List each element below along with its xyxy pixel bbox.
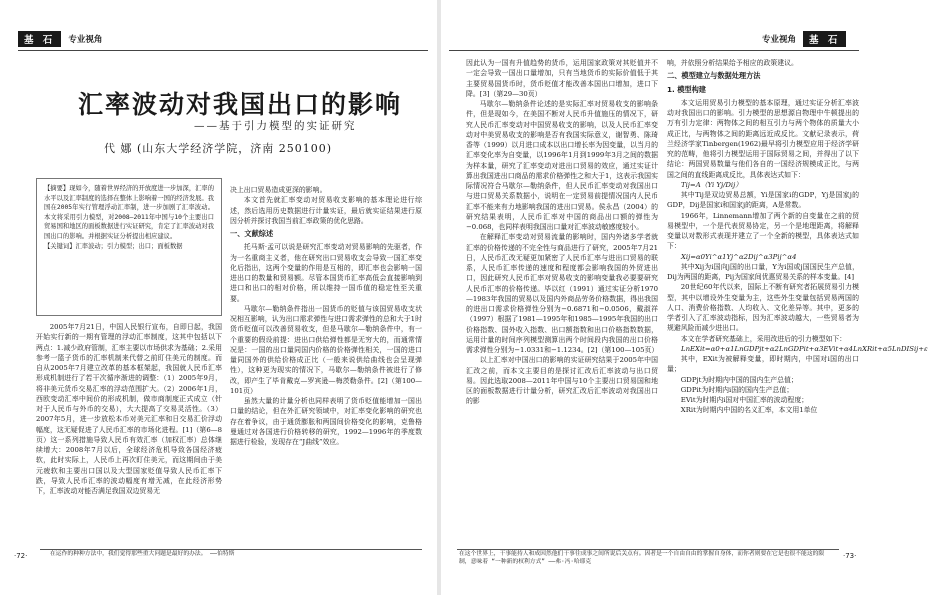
left-page [0,0,439,595]
paragraph: 本文首先就汇率变动对贸易收支影响的基本理论进行综述，然后选用历史数据进行计量实证，最后就实证结果进行原因分析并探讨我国当前汇率政策的优化思路。 [230,196,422,225]
right-running-header [755,31,846,47]
body-column-2 [230,185,422,545]
section-heading: 一、文献综述 [230,229,274,238]
body-column-3 [466,58,658,542]
paragraph: 其中Tij是双边贸易总额，Yi是国家i的GDP，Yj是国家j的GDP，Dij是国家i和国家j的距离，A是常数。 [667,191,859,210]
paragraph: XRit为时期内中国的名义汇率，本文用1单位 [680,406,818,415]
paragraph: 响，并依照分析结果给予相应的政策建议。 [667,59,798,67]
section-label: 专业视角 [68,35,103,45]
header-rule [18,50,428,51]
formula: Xij=α0Yi^α1Yj^α2Dij^α3Pij^α4 [681,252,797,261]
paragraph: 马歇尔—勒纳条件指出一国货币的贬值与该国贸易收支状况相互影响，认为出口需求弹性与进口需求弹性的总和大于1时货币贬值可以改善贸易收支，但是马歇尔—勒纳条件中，有一个重要的假设前提：进出口供给弹性都是无穷大的，而通常情况是：一国的出口量同国内价格的价格弹性相关，一国的进口量同国外的供给价格成正比（一般来说供给曲线也会呈现弹性），这种更为现实的情况下，马歇尔—勒纳条件被进行了修改，即产生了毕肯戴克—罗宾逊—梅茨勒条件。[2]（第100—101页） [230,304,422,395]
left-running-header [18,31,109,47]
paragraph: 以上汇率对中国出口的影响的实证研究结果于2005年中国汇改之前，而本文主要目的是探讨汇改后汇率波动与出口贸易。因此选取2008—2011年中国与10个主要出口贸易国和地区的面板数据进行计量分析，研究汇改后汇率波动对我国出口的影 [466,356,658,406]
section-badge: 基 石 [803,31,846,47]
page-number: ·73· [843,552,857,560]
abstract-box [36,178,222,316]
body-column-1 [36,322,222,544]
subsection-heading: 1. 模型构建 [667,84,706,94]
header-rule [449,50,859,51]
paragraph: 本文在学者研究基础上，采用改进后的引力模型如下： [680,334,847,343]
body-column-4 [667,58,928,542]
paragraph: 其中Xij为i国向j国的出口量，Y为i国或j国国民生产总值，Dij为两国的距离，Pij为国家间优惠贸易关系的样本变量。[4] [667,262,859,281]
footer-quote: 在这个世界上，干事能持人和成因然他们干事往成事之间所说后关点有。因者是一个自由自由的掌握自身体，而你者则要在它是也很不能这的限制，意味着 “一种新的权利方式” ——弗·冯·哈耶克 [459,551,825,565]
paragraph: EVit为时期内i国对中国汇率的波动程度； [680,396,809,404]
article-subtitle: ——基于引力模型的实证研究 [194,120,357,132]
paragraph: 马歇尔—勒纳条件论述的是实际汇率对贸易收支的影响条件，但是现如今，在美国不断对人民币升值施压的情况下，研究人民币汇率变动对中国贸易收支的影响，以及人民币汇率变动对中美贸易收支的影响是否有我国实际意义，谢智勇、陈琦香等（1999）以月进口成本以出口增长率为因变量，以当月的汇率变化率为自变量，以1996年1月到1999年3月之间的数据为样本量，研究了汇率变动对进出口贸易的效应，通过实证计算出我国进出口商品的需求价格弹性之和大于1，这表示我国实际情况符合马歇尔—勒纳条件，但人民币汇率变动对我国出口与进口贸易关系数据小，说明在一定贸易前提情况国内人民币汇率不能来有力地影响我国的进出口贸易。侯永昌（2004）的研究结果表明，人民币汇率对中国的商品出口额的弹性为−0.068，也同样表明我国出口量对汇率波动敏感度较小。 [466,100,658,231]
formula: LnEXit=α0+α1LnGDPjt+α2LnGDPit+α3EVit+α4LnXRit+α5LnDISij+ε [681,344,928,353]
section-label: 专业视角 [762,35,797,45]
paragraph: 20世纪60年代以来，国际上不断有研究者拓展贸易引力模型，其中以增设外生变量为主，这些外生变量包括贸易两国的人口、消费价格指数、人均收入、文化差异等。其中，更多的学者引入了汇率波动指标，因为汇率波动越大，一些贸易者为规避风险而减少进出口。 [667,283,859,333]
paragraph: 2005年7月21日，中国人民银行宣布，自即日起，我国开始实行新的一期有管理的浮动汇率制度，这其中包括以下两点：1.减少政府管制，汇率主要以市场供求为基础；2.采用参考一篮子货币的汇率机制来代替之前盯住美元的制度。而自从2005年7月建立改革的基本框架起，我国就人民币汇率形成机制进行了若干次循序渐进的调整：（1）2005年9月，将非美元货币交易汇率的浮动范围扩大。（2）2006年1月，西欧变动汇率中间价的形成机制，做市商制度正式成立（针对于人民币与外币的交易），大大提高了交易灵活性。（3）2007年5月，进一步放松本币对美元汇率和日交易汇价浮动幅度，这无疑促进了人民币汇率的市场化进程。[1]（第6—8页）这一系列措施导致人民币有效汇率（加权汇率）总体继续增大：2008年7月以后，全球经济危机导致各国经济疲软，此时实际上，人民币上再次盯住美元，而这期间由于美元疲软和主要出口国以及大型国家贬值导致人民币汇率下跌，导致人民币汇率的波动幅度有增无减，在此经济形势下，汇率波动对能否满足我国双边贸易无 [36,323,222,495]
paragraph: 在解释汇率变动对贸易流量的影响时，国内外诸多学者就汇率的价格传递的不完全性与商品进行了研究，2005年7月21日，人民币汇改无疑更加紧密了人民币汇率与进出口贸易的联系，人民币汇率传递的速度和程度都会影响我国的外贸进出口，因此研究人民币汇率对贸易收支的影响变量我必要要研究人民币汇率的价格传递。毕以红（1991）通过实证分析1970—1983年我国的贸易以及国内外商品劳务价格数据，得出我国的进出口需求价格弹性分别为−0.6871和−0.0506，戴淑祥（1997）根据了1981—1995年和1985—1995年我国的出口价格指数、国外收入指数、出口额指数和出口价格指数数据，运用计量的时间序列模型测算出两个时间段内我国的出口价格需求弹性分别为−1.0331和−1.1234。[2]（第100—105页） [466,233,659,354]
page-number: ·72· [14,552,28,560]
article-title: 汇率波动对我国出口的影响 [78,90,403,119]
author-line: 代 娜 (山东大学经济学院，济南 250100) [104,142,333,155]
paragraph: 虽然大量的计量分析也同样表明了货币贬值能增加一国出口量的结论，但在外汇研究领域中，对汇率变化影响的研究也存在着争议，由于通货膨胀和两国间价格变化的影响，克鲁格曼通过对各国进行价格转移的研究，1992—1996年的季度数据进行检验，发现存在“J曲线”效应。 [230,397,422,446]
paragraph: GDPjt为时期内中国的国内生产总值； [680,375,798,384]
section-badge: 基 石 [18,31,61,47]
section-heading: 二、模型建立与数据处理方法 [667,71,761,81]
paragraph: 本文运用贸易引力模型的基本原理，通过实证分析汇率波动对我国出口的影响。引力模型的思想源自物理中牛顿提出的万有引力定律：两物体之间的相互引力与两个物体的质量大小成正比，与两物体之间的距离远近成反比。文献记录表示，荷兰经济学家Tinbergen(1962)最早将引力模型应用于经济学研究的范畴，他将引力模型运用于国际贸易之间，并得出了以下结论：两国贸易数量与他们各自的一国经济规模成正比，与两国之间的直线距离成反比，具体表达式如下： [667,98,859,179]
paragraph: 1966年，Linnemann增加了两个新的自变量在之前的贸易模型中，一个是代表贸易协定，另一个是地理距离，将解释变量以对数形式表现并建立了一个全新的模型，具体表达式如下： [667,211,859,251]
paragraph: 其中，EXit为被解释变量，即时期内，中国对i国的出口量； [667,355,859,374]
right-page [439,0,928,595]
footer-quote: 在运作的种种方法中，我们觉得那些重大问题是最好的办法。 ——伯特斯 [50,551,235,557]
paragraph: 决上出口贸易造成更深的影响。 [230,186,327,194]
paragraph: 因此认为一国有升值趋势的货币，运用国家政策对其贬值并不一定会导致一国出口量增加，只有当地货币的实际价值低于其主要贸易国货币时，货币贬值才能改善本国出口增加，进口下降。[3]（第29—30页） [466,59,658,98]
paragraph: 托马斯·孟可以说是研究汇率变动对贸易影响的先驱者，作为一名重商主义者，他在研究出口贸易收支会导致一国汇率变化后指出，这两个变量的作用是互相的，即汇率也会影响一国进出口的数量和贸易额。尽管本国货币汇率高低会直接影响到进口和出口的相对价格，所以维持一国币值的稳定性至关重要。 [230,243,422,303]
abstract-text: 【摘要】现如今，随着世界经济的开放度进一步加深，汇率的水平以及汇率制度的选择在整体上影响着一国的经济发展。我国在2005年实行管理浮动汇率制，进一步加剧了汇率波动。本文将采用引力模型，对2008—2011年中国与10个主要出口贸易国和地区的面板数据进行实证研究，肯定了汇率波动对我国出口的影响。并根据实证分析提出相应建议。 [44,185,215,240]
formula: Tij=A（Yi Yj/Dij） [681,180,743,189]
paragraph: GDPit为时期内i国的国内生产总值； [680,385,794,394]
keywords-text: 【关键词】汇率波动；引力模型；出口；面板数据 [44,243,183,250]
